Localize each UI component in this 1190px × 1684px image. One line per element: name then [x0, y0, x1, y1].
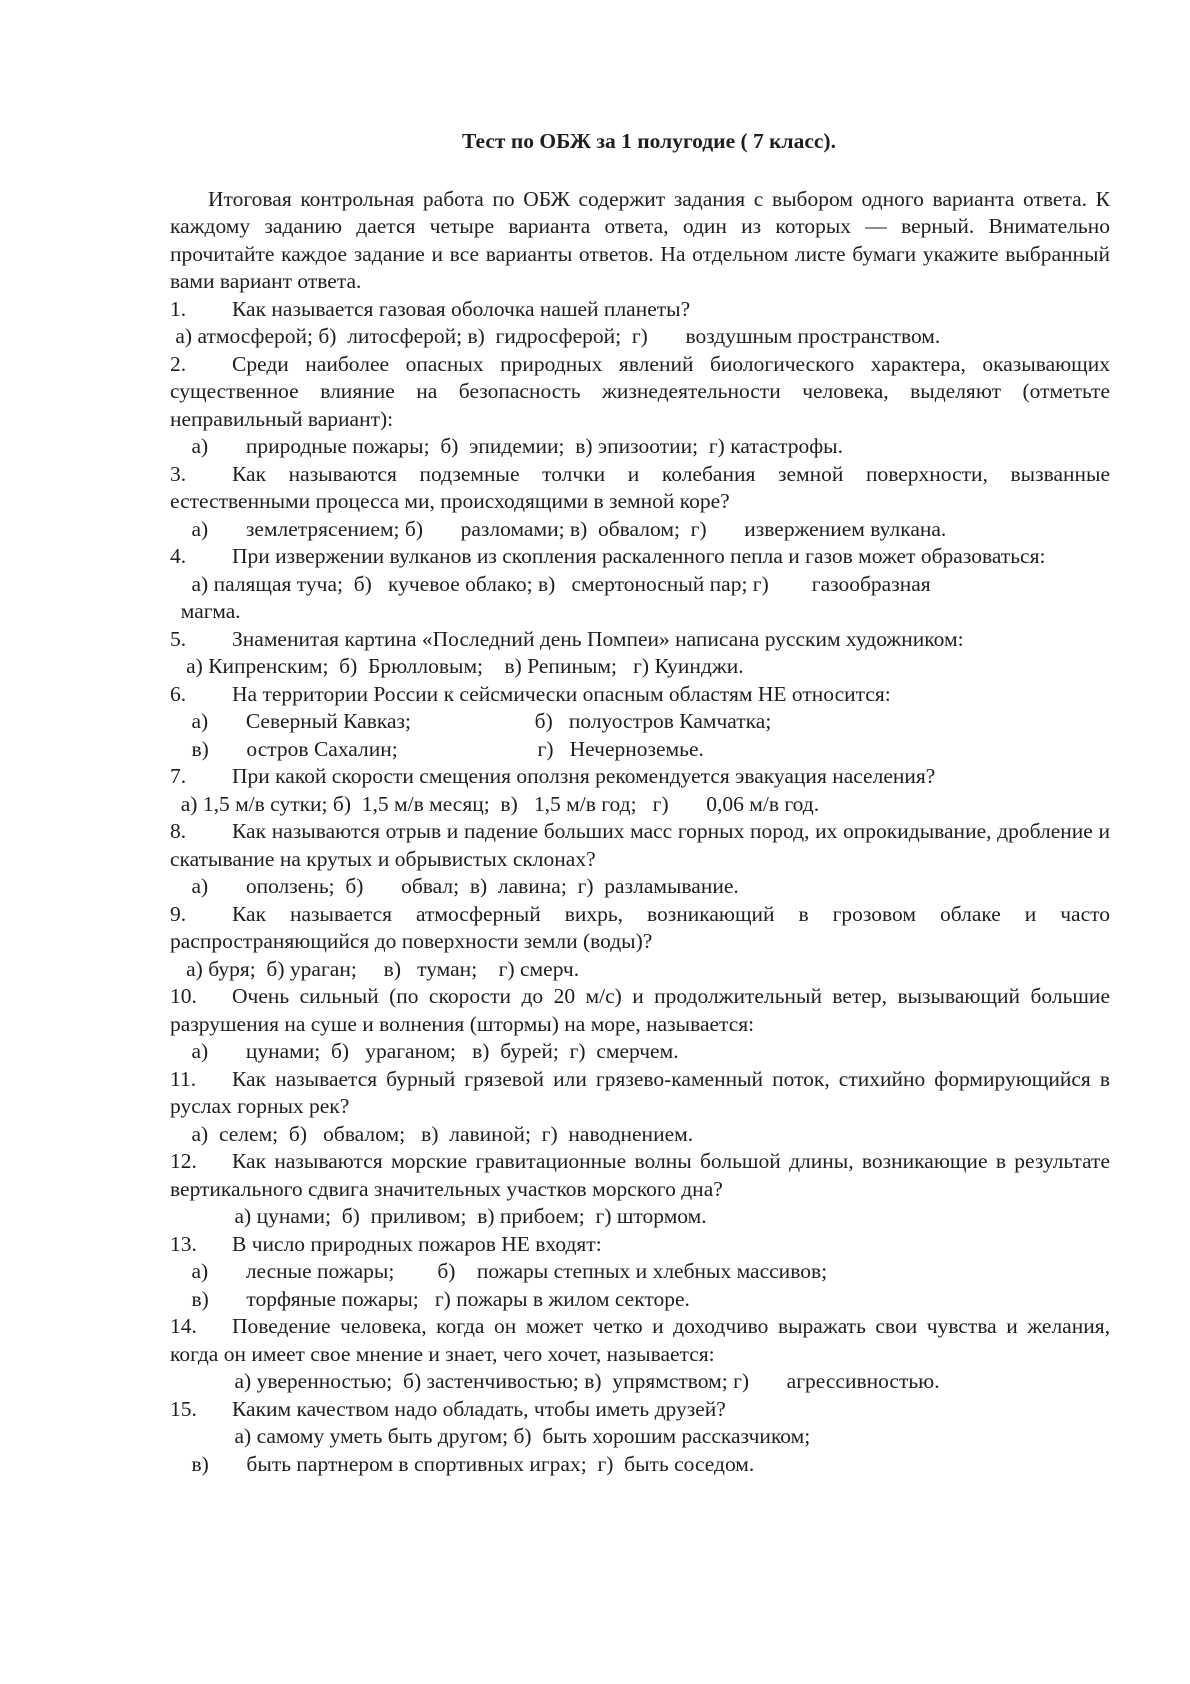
question-text — [170, 818, 1110, 873]
question-prompt: Поведение человека, когда он может четко и доходчиво выражать свои чувства и желания, когда он имеет свое мнение и знает, чего хочет, называется: — [170, 1314, 1110, 1366]
question-item — [170, 1066, 1110, 1149]
question-item — [170, 351, 1110, 461]
question-text — [170, 1066, 1110, 1121]
question-item — [170, 1231, 1110, 1314]
answer-options: а) 1,5 м/в сутки; б) 1,5 м/в месяц; в) 1,5 м/в год; г) 0,06 м/в год. — [170, 791, 820, 816]
question-number: 15. — [170, 1396, 197, 1421]
question-number: 1. — [170, 296, 187, 321]
question-item — [170, 296, 1110, 351]
question-number: 12. — [170, 1149, 197, 1173]
answer-options: магма. — [170, 599, 241, 623]
question-item — [170, 543, 1110, 626]
question-number: 3. — [170, 461, 187, 486]
question-number: 8. — [170, 819, 187, 843]
question-text — [170, 901, 1110, 956]
question-item — [170, 983, 1110, 1066]
intro-paragraph: Итоговая контрольная работа по ОБЖ содержит задания с выбором одного варианта ответа. К каждому заданию дается четыре варианта ответа, один из которых — верный. Внимательно прочитайте каждое задание и все варианты ответов. На отдельном листе бумаги укажите выбранный вами вариант ответа. — [170, 186, 1110, 293]
question-prompt: При какой скорости смещения оползня рекомендуется эвакуация населения? — [232, 764, 936, 788]
question-text — [170, 1148, 1110, 1203]
question-item — [170, 763, 1110, 818]
answer-options: а) атмосферой; б) литосферой; в) гидросферой; г) воздушным пространством. — [170, 324, 941, 348]
question-text — [170, 296, 1110, 324]
document-page — [170, 128, 1110, 1478]
answer-options: а) палящая туча; б) кучевое облако; в) смертоносный пар; г) газообразная — [170, 571, 931, 596]
question-prompt: Среди наиболее опасных природных явлений биологического характера, оказывающих существенное влияние на безопасность жизнедеятельности человека, выделяют (отметьте неправильный вариант): — [170, 351, 1110, 431]
question-number: 14. — [170, 1314, 197, 1338]
question-item — [170, 461, 1110, 544]
question-text — [170, 461, 1110, 516]
question-text — [170, 681, 1110, 709]
question-prompt: Как называется газовая оболочка нашей планеты? — [232, 296, 691, 321]
question-number: 10. — [170, 984, 197, 1008]
answer-options: а) Северный Кавказ; б) полуостров Камчатка; — [170, 709, 772, 733]
question-number: 4. — [170, 544, 187, 568]
question-number: 5. — [170, 626, 187, 651]
answer-options: а) лесные пожары; б) пожары степных и хлебных массивов; — [170, 1259, 828, 1283]
question-text — [170, 763, 1110, 791]
question-text — [170, 1396, 1110, 1424]
answer-options: а) Кипренским; б) Брюлловым; в) Репиным; г) Куинджи. — [170, 654, 744, 678]
answer-options: в) быть партнером в спортивных играх; г) быть соседом. — [170, 1451, 755, 1476]
answer-options: а) оползень; б) обвал; в) лавина; г) разламывание. — [170, 874, 739, 898]
answer-options: а) уверенностью; б) застенчивостью; в) упрямством; г) агрессивностью. — [170, 1369, 940, 1393]
question-number: 9. — [170, 901, 187, 926]
answer-options: в) остров Сахалин; г) Нечерноземье. — [170, 736, 704, 761]
question-item — [170, 901, 1110, 984]
question-prompt: Как называются отрыв и падение больших масс горных пород, их опрокидывание, дробление и скатывание на крутых и обрывистых склонах? — [170, 819, 1110, 871]
question-text — [170, 1231, 1110, 1259]
answer-options: а) буря; б) ураган; в) туман; г) смерч. — [170, 956, 580, 981]
answer-options: а) самому уметь быть другом; б) быть хорошим рассказчиком; — [170, 1424, 811, 1448]
question-number: 7. — [170, 764, 187, 788]
question-prompt: При извержении вулканов из скопления раскаленного пепла и газов может образоваться: — [232, 544, 1046, 568]
question-number: 6. — [170, 681, 187, 706]
question-number: 11. — [170, 1066, 197, 1091]
question-prompt: Знаменитая картина «Последний день Помпеи» написана русским художником: — [232, 626, 964, 651]
answer-options: а) цунами; б) ураганом; в) бурей; г) смерчем. — [170, 1039, 679, 1063]
question-item — [170, 818, 1110, 901]
answer-options: а) селем; б) обвалом; в) лавиной; г) наводнением. — [170, 1121, 694, 1146]
question-text — [170, 351, 1110, 434]
question-text — [170, 1313, 1110, 1368]
answer-options: в) торфяные пожары; г) пожары в жилом секторе. — [170, 1286, 690, 1311]
page-title: Тест по ОБЖ за 1 полугодие ( 7 класс). — [462, 129, 836, 153]
question-text — [170, 983, 1110, 1038]
question-prompt: Как называются морские гравитационные волны большой длины, возникающие в результате вертикального сдвига значительных участков морского дна? — [170, 1149, 1110, 1201]
question-prompt: Как называется бурный грязевой или грязево-каменный поток, стихийно формирующийся в руслах горных рек? — [170, 1066, 1110, 1118]
question-number: 2. — [170, 351, 187, 376]
question-number: 13. — [170, 1231, 197, 1256]
question-list — [170, 296, 1110, 1479]
question-prompt: Как называется атмосферный вихрь, возникающий в грозовом облаке и часто распространяющийся до поверхности земли (воды)? — [170, 901, 1110, 953]
question-prompt: Как называются подземные толчки и колебания земной поверхности, вызванные естественными процесса ми, происходящими в земной коре? — [170, 461, 1110, 513]
question-text — [170, 626, 1110, 654]
question-prompt: Каким качеством надо обладать, чтобы иметь друзей? — [232, 1396, 726, 1421]
question-item — [170, 1148, 1110, 1231]
answer-options: а) землетрясением; б) разломами; в) обвалом; г) извержением вулкана. — [170, 516, 947, 541]
question-item — [170, 1396, 1110, 1479]
question-prompt: На территории России к сейсмически опасным областям НЕ относится: — [232, 681, 891, 706]
answer-options: а) природные пожары; б) эпидемии; в) эпизоотии; г) катастрофы. — [170, 434, 843, 458]
answer-options: а) цунами; б) приливом; в) прибоем; г) штормом. — [170, 1204, 707, 1228]
question-item — [170, 681, 1110, 764]
question-text — [170, 543, 1110, 571]
question-item — [170, 1313, 1110, 1396]
question-prompt: Очень сильный (по скорости до 20 м/с) и продолжительный ветер, вызывающий большие разрушения на суше и волнения (штормы) на море, называется: — [170, 984, 1110, 1036]
question-prompt: В число природных пожаров НЕ входят: — [232, 1231, 602, 1256]
question-item — [170, 626, 1110, 681]
